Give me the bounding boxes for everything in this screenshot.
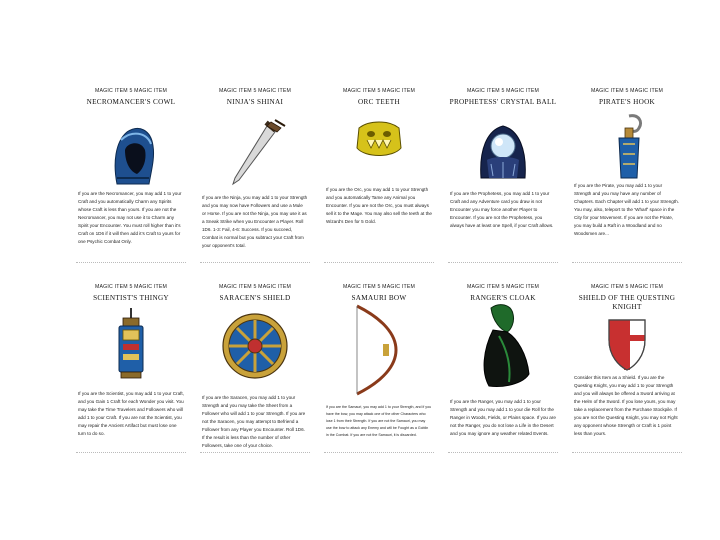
- cross-shield-icon: [587, 314, 667, 372]
- card-necromancers-cowl: [72, 84, 190, 264]
- card-description: If you are the Samauri, you may add 1 to your Strength, and if you have the bow, you may attack one of the other Characters who lose 1 from their Strength. If you are not the Samauri, you may use the bow to attack any Enemy and will be Fought as a Goblin in the Combat. If you are not the Samauri, it is discarded.: [326, 405, 432, 437]
- card-rangers-cloak: [444, 280, 562, 460]
- card-title: SCIENTIST'S THINGY: [93, 294, 169, 302]
- bow-icon: [339, 302, 419, 398]
- card-description: If you are the Ranger, you may add 1 to your Strength and you may add 1 to your die Roll for the Ranger in Woods, Fields, or Plains space. If you are not the Ranger, you do not lose a Life in the Desert and you may ignore any weather related Events.: [450, 399, 556, 436]
- card-scientists-thingy: [72, 280, 190, 460]
- card-header: MAGIC ITEM 5 MAGIC ITEM: [94, 88, 168, 94]
- card-header: MAGIC ITEM 5 MAGIC ITEM: [466, 284, 540, 290]
- card-title: SAMAURI BOW: [351, 294, 407, 302]
- card-header: MAGIC ITEM 5 MAGIC ITEM: [342, 284, 416, 290]
- card-divider: [200, 262, 310, 263]
- card-shield-of-the-questing-knight: [568, 280, 686, 460]
- card-description: If you are the Necromancer, you may add 1 to your Craft and you automatically Charm any Spirits whose Craft is less than yours. If you are not the Necromancer, you may not use it to Charm any Spirit your Encounter. You must roll higher than it's Craft on 1D6 if it will then add it's Craft to yours for one Psychic Combat Only.: [78, 191, 182, 244]
- card-header: MAGIC ITEM 5 MAGIC ITEM: [590, 284, 664, 290]
- shinai-sword-icon: [215, 118, 295, 192]
- card-saracens-shield: [196, 280, 314, 460]
- card-samauri-bow: [320, 280, 438, 460]
- card-description: Consider this Item as a Shield. If you are the Questing Knight, you may add 1 to your Strength and you will always be offered a Sword arriving at the Helm of the Sword. If you lose yours, you may take a replacement from the Purchase Stockpile. If you are not the Questing Knight, you may not Fight any opponent whose Strength or Craft is 1 point less than yours.: [574, 375, 678, 436]
- card-description: If you are the Saracen, you may add 1 to your Strength and you may take the Sheet from a Follower who will add 1 to your Strength. If you are not the Saracen, you may attempt to Befriend a Follower from any Player you Encounter. Roll 1D6. If the result is less than the number of other Followers, take one of your choice.: [202, 395, 306, 448]
- scientist-device-icon: [91, 306, 171, 386]
- crystal-ball-icon: [463, 120, 543, 184]
- card-pirates-hook: [568, 84, 686, 264]
- card-description: If you are the Pirate, you may add 1 to your Strength and you may have any number of Chapters. Each Chapter will add 1 to your Strength. You may, also, teleport to the 'Wharf' space in the City for your Movement. If you are not the Pirate, you may build a Raft in a Woodland and no Woodsmen are...: [574, 183, 679, 236]
- card-header: MAGIC ITEM 5 MAGIC ITEM: [590, 88, 664, 94]
- card-description: If you are the Scientist, you may add 1 to your Craft, and you Gain 1 Craft for each Wonder you visit. You may take the Time Travelers and Followers who will add 1 to your Craft. If you are not the Scientist, you may repair the Ancient Artifact but must lose one turn to do so.: [78, 391, 184, 436]
- card-description: If you are the Prophetess, you may add 1 to your Craft and any Adventure card you draw is not Encounter you may force another Player to Encounter. If you are not the Prophetess, you always have at least one Spell, if your Craft allows.: [450, 191, 554, 228]
- card-header: MAGIC ITEM 5 MAGIC ITEM: [342, 88, 416, 94]
- card-description: If you are the Orc, you may add 1 to your Strength and you automatically Tame any Animal you Encounter. If you are not the Orc, you must always sell it to the Mage. You may also sell the teeth at the Wizard's Den for 5 Gold.: [326, 187, 432, 224]
- card-title: RANGER'S CLOAK: [470, 294, 536, 302]
- card-title: NINJA'S SHINAI: [226, 98, 284, 106]
- card-divider: [324, 452, 434, 453]
- card-title: SARACEN'S SHIELD: [219, 294, 291, 302]
- card-ninjas-shinai: [196, 84, 314, 264]
- card-divider: [572, 262, 682, 263]
- pirate-hook-icon: [587, 110, 667, 182]
- card-sheet: [72, 84, 684, 464]
- card-header: MAGIC ITEM 5 MAGIC ITEM: [94, 284, 168, 290]
- card-title: PIRATE'S HOOK: [598, 98, 656, 106]
- card-divider: [572, 452, 682, 453]
- card-divider: [448, 452, 558, 453]
- card-orc-teeth: [320, 84, 438, 264]
- card-description: If you are the Ninja, you may add 1 to your Strength and you may now have Followers and use a Mule or Horse. If you are not the Ninja, you may use it as a Sneak Strike when you Encounter a Player. Roll 1D6. 1-3: Fail, 4-6: Success. If you succeed, Combat is normal but you subtract your Craft from your opponent's total.: [202, 195, 308, 248]
- card-title: ORC TEETH: [358, 98, 400, 106]
- card-divider: [76, 262, 186, 263]
- card-title: PROPHETESS' CRYSTAL BALL: [449, 98, 557, 106]
- card-divider: [324, 262, 434, 263]
- round-shield-icon: [215, 308, 295, 384]
- card-prophetess-crystal-ball: [444, 84, 562, 264]
- orc-teeth-icon: [339, 118, 419, 166]
- card-header: MAGIC ITEM 5 MAGIC ITEM: [218, 88, 292, 94]
- card-title: SHIELD OF THE QUESTING KNIGHT: [578, 294, 676, 311]
- hooded-cowl-icon: [91, 120, 171, 188]
- card-divider: [76, 452, 186, 453]
- card-row-bottom: [72, 280, 684, 460]
- card-header: MAGIC ITEM 5 MAGIC ITEM: [218, 284, 292, 290]
- card-row-top: [72, 84, 684, 264]
- card-header: MAGIC ITEM 5 MAGIC ITEM: [466, 88, 540, 94]
- card-title: NECROMANCER'S COWL: [86, 98, 176, 106]
- card-divider: [448, 262, 558, 263]
- ranger-cloak-icon: [463, 300, 543, 390]
- card-divider: [200, 452, 310, 453]
